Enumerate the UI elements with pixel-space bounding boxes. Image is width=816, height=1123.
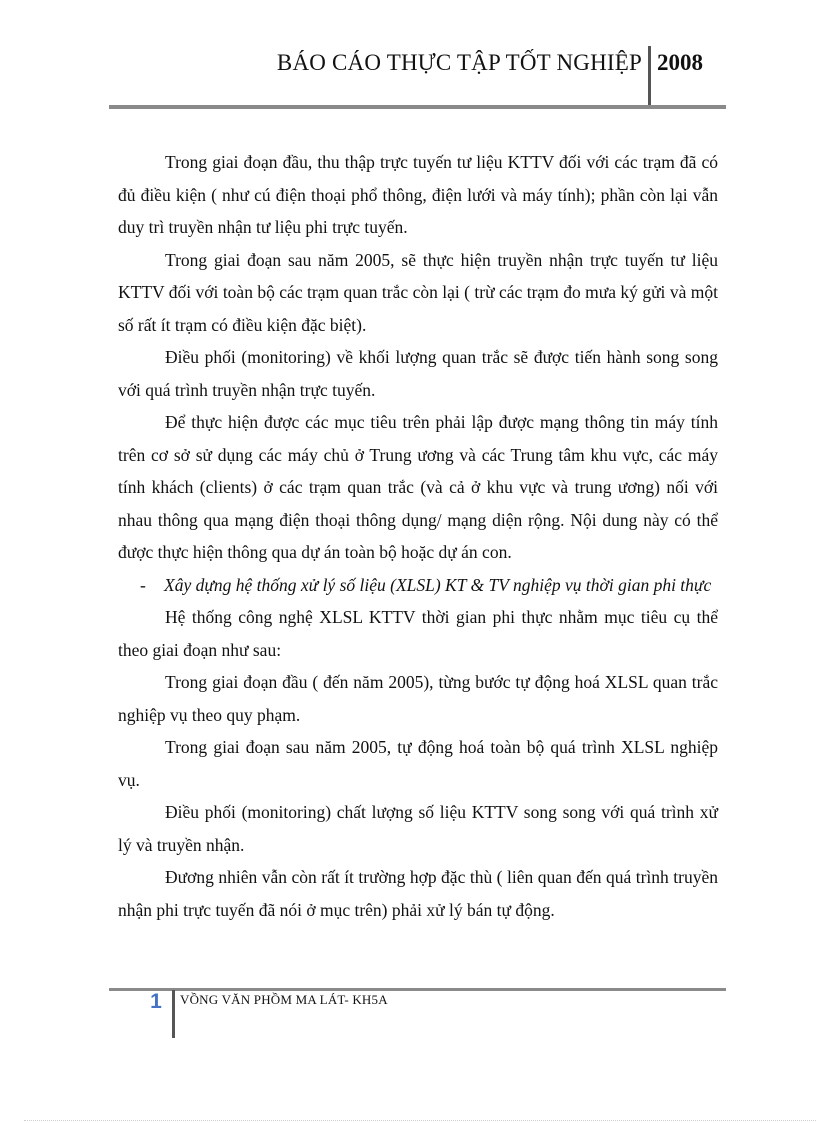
header-title: BÁO CÁO THỰC TẬP TỐT NGHIỆP [276, 50, 642, 75]
list-bullet: - [140, 574, 146, 595]
paragraph: Hệ thống công nghệ XLSL KTTV thời gian phi thực nhằm mục tiêu cụ thể theo giai đoạn như sau: [118, 607, 718, 660]
header-rule [109, 105, 726, 109]
paragraph: Trong giai đoạn sau năm 2005, tự động hoá toàn bộ quá trình XLSL nghiệp vụ. [118, 737, 718, 790]
footer-rule [109, 988, 726, 991]
paragraph: Trong giai đoạn sau năm 2005, sẽ thực hiện truyền nhận trực tuyến tư liệu KTTV đối với toàn bộ các trạm quan trắc còn lại ( trừ các trạm đo mưa ký gửi và một số rất ít trạm có điều kiện đặc biệt). [118, 249, 718, 335]
list-item [118, 569, 718, 602]
page-edge [24, 1120, 816, 1121]
document-body [118, 146, 718, 926]
paragraph: Điều phối (monitoring) về khối lượng quan trắc sẽ được tiến hành song song với quá trình truyền nhận trực tuyến. [118, 347, 718, 400]
header-divider-vertical [648, 46, 651, 107]
list-item-text: Xây dựng hệ thống xử lý số liệu (XLSL) KT & TV nghiệp vụ thời gian phi thực [164, 574, 712, 595]
paragraph: Đương nhiên vẫn còn rất ít trường hợp đặc thù ( liên quan đến quá trình truyền nhận phi trực tuyến đã nói ở mục trên) phải xử lý bán tự động. [118, 867, 718, 920]
footer-divider-vertical [172, 990, 175, 1038]
paragraph: Trong giai đoạn đầu, thu thập trực tuyến tư liệu KTTV đối với các trạm đã có đủ điều kiện ( như cú điện thoại phổ thông, điện lưới và máy tính); phần còn lại vẫn duy trì truyền nhận tư liệu phi trực tuyến. [118, 152, 718, 237]
paragraph: Để thực hiện được các mục tiêu trên phải lập được mạng thông tin máy tính trên cơ sở sử dụng các máy chủ ở Trung ương và các Trung tâm khu vực, các máy tính khách (clients) ở các trạm quan trắc (và cả ở khu vực và trung ương) nối với nhau thông qua mạng điện thoại thông dụng/ mạng diện rộng. Nội dung này có thể được thực hiện thông qua dự án toàn bộ hoặc dự án con. [118, 412, 718, 562]
header-year: 2008 [657, 50, 703, 75]
paragraph: Trong giai đoạn đầu ( đến năm 2005), từng bước tự động hoá XLSL quan trắc nghiệp vụ theo quy phạm. [118, 672, 718, 725]
paragraph: Điều phối (monitoring) chất lượng số liệu KTTV song song với quá trình xử lý và truyền nhận. [118, 802, 718, 855]
page-number: 1 [150, 990, 162, 1013]
footer-author: VỒNG VĂN PHỒM MA LÁT- KH5A [180, 992, 388, 1007]
